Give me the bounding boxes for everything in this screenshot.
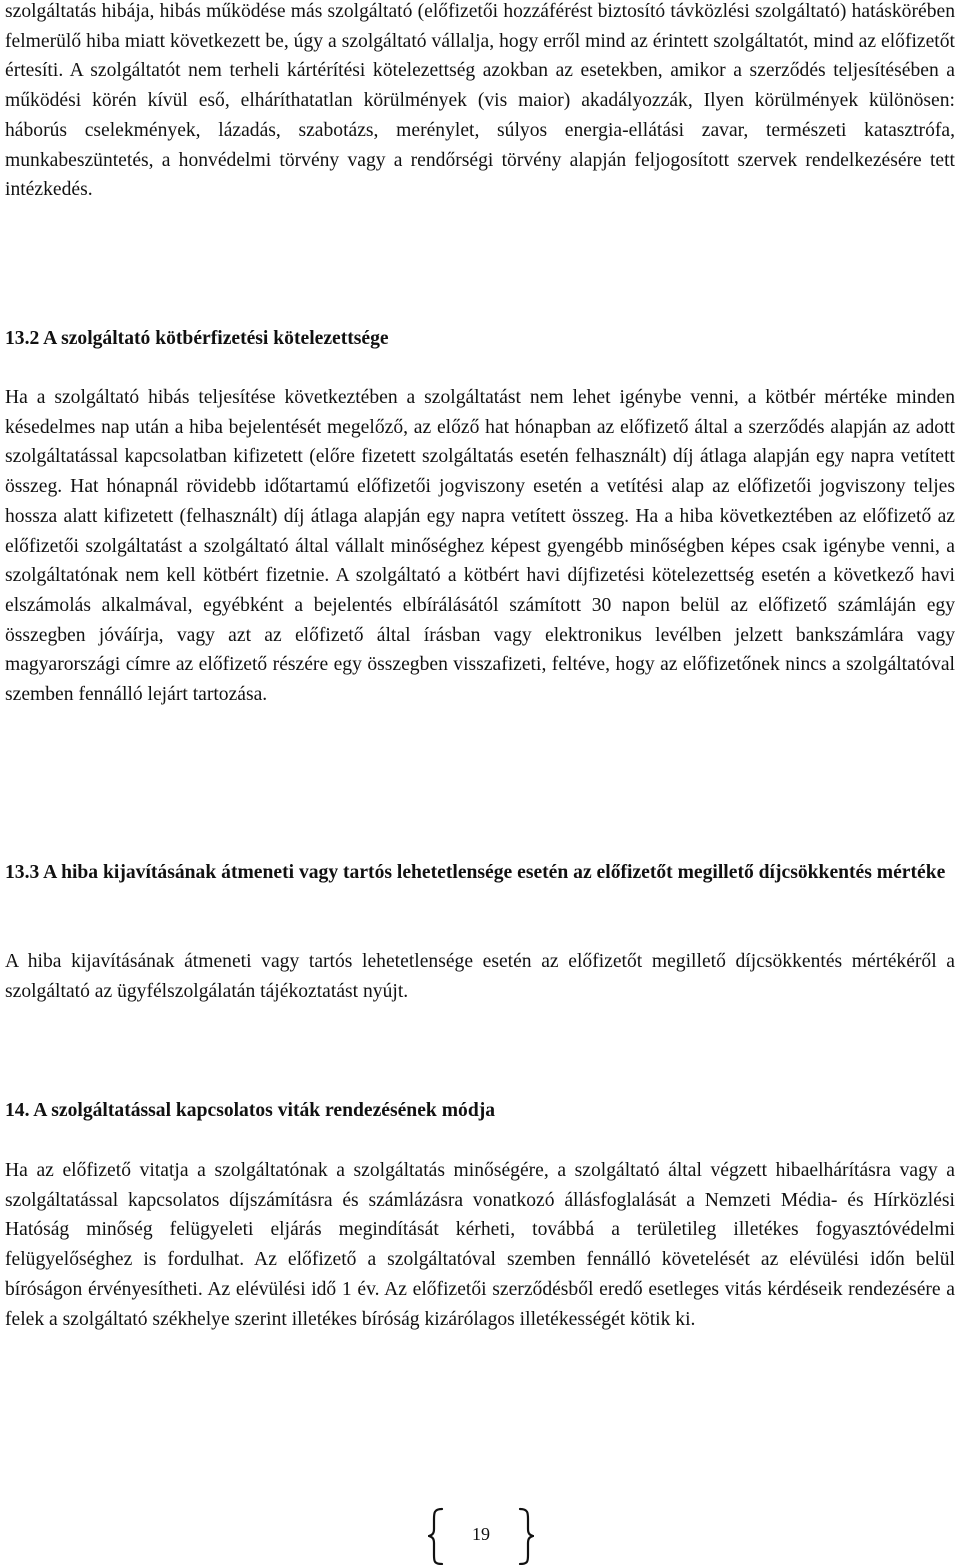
page-number: 19: [472, 1524, 490, 1544]
paragraph-fee-reduction: A hiba kijavításának átmeneti vagy tartós lehetetlensége esetén az előfizetőt megillető díjcsökkentés mértékéről a szolgáltató az ügyfélszolgálatán tájékoztatást nyújt.: [5, 951, 955, 1002]
section-heading-13-2: 13.2 A szolgáltató kötbérfizetési kötelezettsége: [5, 328, 389, 349]
section-heading-13-3: 13.3 A hiba kijavításának átmeneti vagy tartós lehetetlensége esetén az előfizetőt megillető díjcsökkentés mértéke: [5, 862, 946, 883]
paragraph-liability: szolgáltatás hibája, hibás működése más szolgáltató (előfizetői hozzáférést biztosító távközlési szolgáltató) hatáskörében felmerülő hiba miatt következett be, úgy a szolgáltató vállalja, hogy erről mind az érintett szolgáltatót, mind az előfizetőt értesíti. A szolgáltatót nem terheli kártérítési kötelezettség azokban az esetekben, amikor a szerződés teljesítésében a működési körén kívül eső, elháríthatatlan körülmények (vis maior) akadályozzák, Ilyen körülmények különösen: háborús cselekmények, lázadás, szabotázs, merénylet, súlyos energia-ellátási zavar, természeti katasztrófa, munkabeszüntetés, a honvédelmi törvény vagy a rendőrségi törvény alapján feljogosított szervek rendelkezésére tett intézkedés.: [5, 1, 955, 201]
paragraph-penalty: Ha a szolgáltató hibás teljesítése következtében a szolgáltatást nem lehet igénybe venni, a kötbér mértéke minden késedelmes nap után a hiba bejelentését megelőző, az előző hat hónapban az előfizető által a szerződés alapján az adott szolgáltatással kapcsolatban kifizetett (előre fizetett szolgáltatás esetén felhasznált) díj átlaga alapján egy napra vetített összeg. Hat hónapnál rövidebb időtartamú előfizetői jogviszony esetén a vetítési alap az előfizetői jogviszony teljes hossza alatt kifizetett (felhasznált) díj átlaga alapján egy napra vetített összeg. Ha a hiba következtében az előfizető az előfizetői szolgáltatást a szolgáltató által vállalt minőséghez képest gyengébb minőségben képes csak igénybe venni, a szolgáltatónak nem kell kötbért fizetnie. A szolgáltató a kötbért havi díjfizetési kötelezettség esetén a következő havi elszámolás alkalmával, egyébként a bejelentés elbírálásától számított 30 napon belül az előfizető számláján egy összegben jóváírja, vagy azt az előfizető által írásban vagy elektronikus levélben jelzett bankszámlára vagy magyarországi címre az előfizető részére egy összegben visszafizeti, feltéve, hogy az előfizetőnek nincs a szolgáltatóval szemben fennálló lejárt tartozása.: [5, 387, 955, 706]
section-heading-14: 14. A szolgáltatással kapcsolatos viták rendezésének módja: [5, 1100, 496, 1121]
paragraph-disputes: Ha az előfizető vitatja a szolgáltatónak a szolgáltatás minőségére, a szolgáltató által végzett hibaelhárításra vagy a szolgáltatással kapcsolatos díjszámításra és számlázásra vonatkozó állásfoglalását a Nemzeti Média- és Hírközlési Hatóság minőség felügyeleti eljárás megindítását kérheti, továbbá a területileg illetékes fogyasztóvédelmi felügyelőséghez is fordulhat. Az előfizető a szolgáltatóval szemben fennálló követelését az elévülési időn belül bíróságon érvényesítheti. Az elévülési idő 1 év. Az előfizetői szerződésből eredő esetleges vitás kérdéseik rendezésére a felek a szolgáltató székhelye szerint illetékes bíróság kizárólagos illetékességét kötik ki.: [5, 1160, 955, 1330]
page-footer: [428, 1507, 534, 1565]
